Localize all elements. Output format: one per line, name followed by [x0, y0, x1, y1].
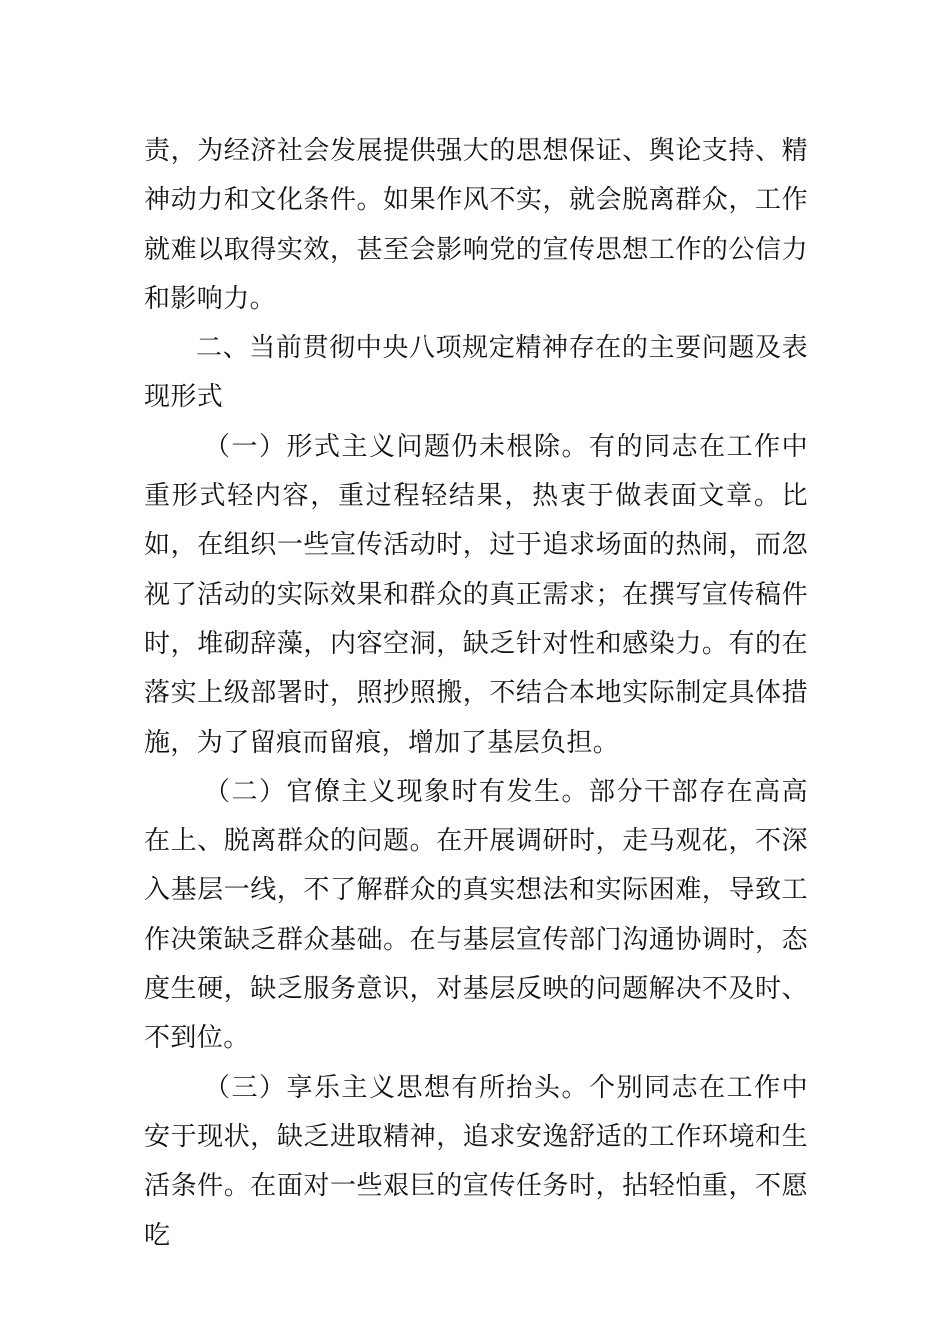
paragraph-continuation: 责，为经济社会发展提供强大的思想保证、舆论支持、精神动力和文化条件。如果作风不实，就会脱离群众，工作就难以取得实效，甚至会影响党的宣传思想工作的公信力和影响力。: [144, 136, 808, 314]
paragraph-hedonism: （三）享乐主义思想有所抬头。个别同志在工作中安于现状，缺乏进取精神，追求安逸舒适的工作环境和生活条件。在面对一些艰巨的宣传任务时，拈轻怕重，不愿吃: [144, 1072, 808, 1251]
section-heading: 二、当前贯彻中央八项规定精神存在的主要问题及表现形式: [144, 333, 808, 413]
paragraph-bureaucracy: （二）官僚主义现象时有发生。部分干部存在高高在上、脱离群众的问题。在开展调研时，走马观花，不深入基层一线，不了解群众的真实想法和实际困难，导致工作决策缺乏群众基础。在与基层宣传部门沟通协调时，态度生硬，缺乏服务意识，对基层反映的问题解决不及时、不到位。: [144, 776, 808, 1054]
document-body: [144, 127, 808, 1261]
paragraph-formalism: （一）形式主义问题仍未根除。有的同志在工作中重形式轻内容，重过程轻结果，热衷于做表面文章。比如，在组织一些宣传活动时，过于追求场面的热闹，而忽视了活动的实际效果和群众的真正需求；在撰写宣传稿件时，堆砌辞藻，内容空洞，缺乏针对性和感染力。有的在落实上级部署时，照抄照搬，不结合本地实际制定具体措施，为了留痕而留痕，增加了基层负担。: [144, 431, 808, 758]
